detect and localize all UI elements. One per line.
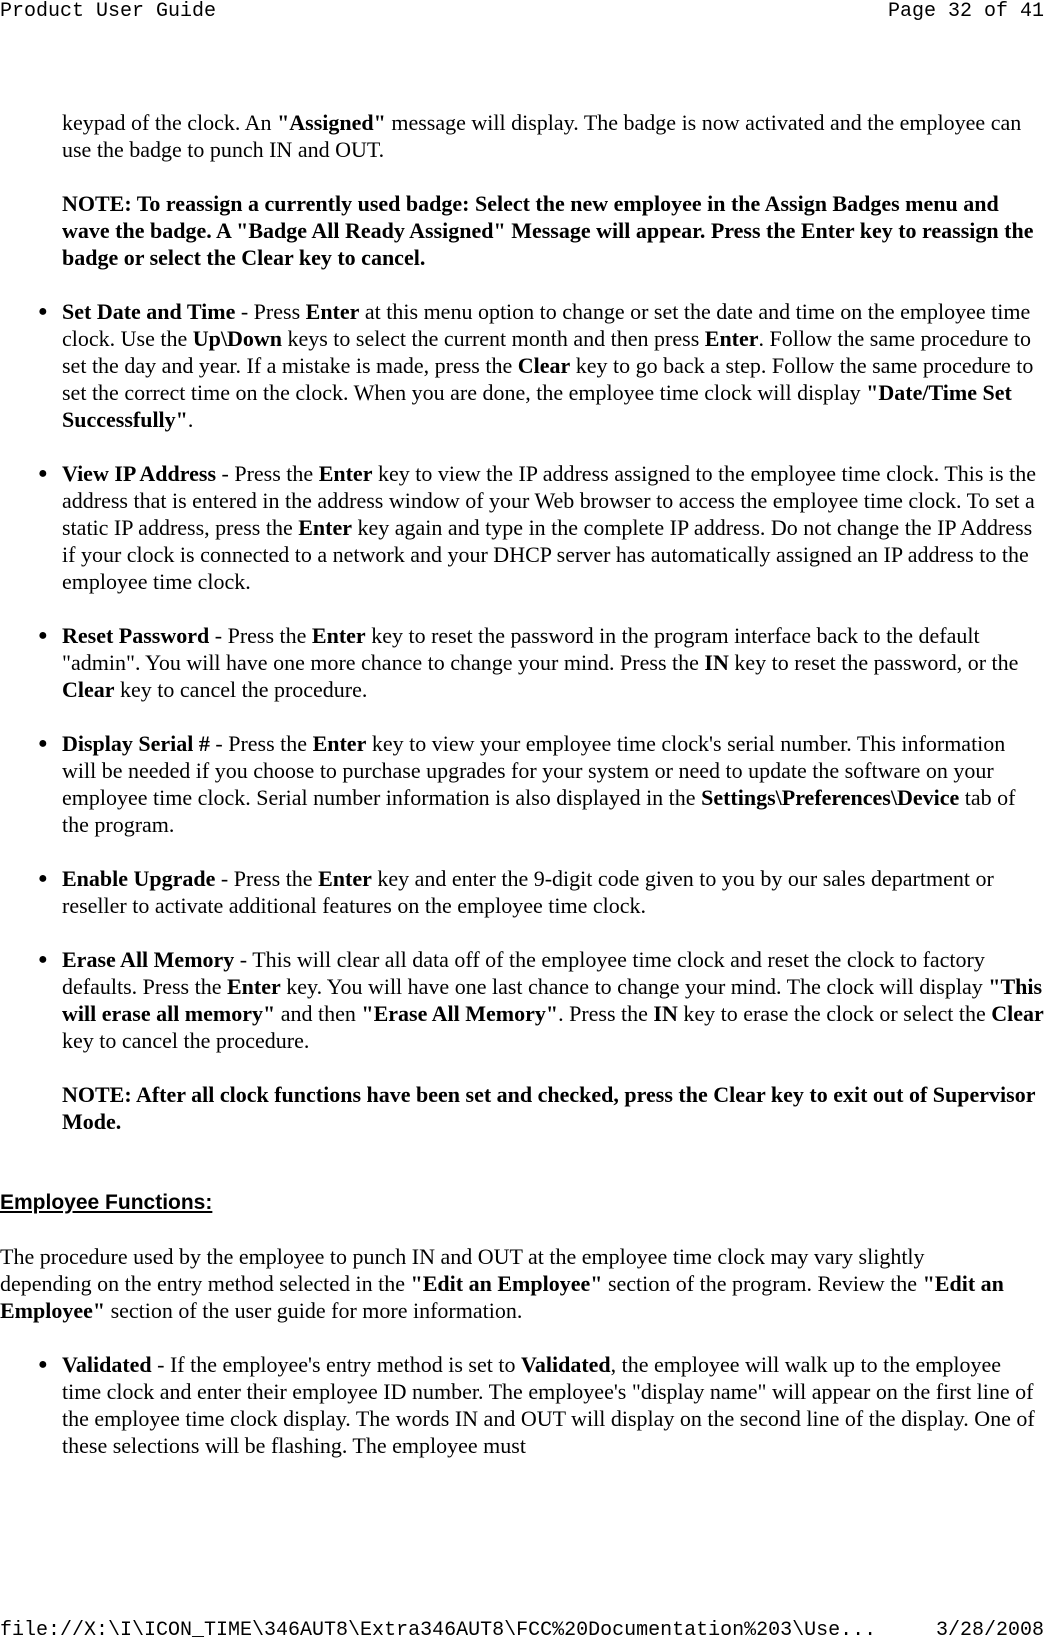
bullet-icon: ● xyxy=(38,951,48,968)
intro-block xyxy=(62,109,1048,271)
header-title: Product User Guide xyxy=(0,0,217,23)
supervisor-exit-note: NOTE: After all clock functions have been set and checked, press the Clear key to exit out of Supervisor Mode. xyxy=(62,1082,1036,1134)
clock-function-list xyxy=(0,298,1048,1135)
bullet-icon: ● xyxy=(38,627,48,644)
list-item-erase-all-memory: ● Erase All Memory - This will clear all data off of the employee time clock and reset the clock to factory defaults. Press the Enter key. You will have one last chance to change your mind. The clock will display "This will erase all memory" and then "Erase All Memory". Press the IN key to erase the clock or select the Clear key to cancel the procedure. NOTE: After all clock functions have been set and checked, press the Clear key to exit out of Supervisor Mode. xyxy=(38,947,1044,1134)
intro-paragraph: keypad of the clock. An "Assigned" message will display. The badge is now activated and the employee can use the badge to punch IN and OUT. xyxy=(62,110,1022,162)
page-number: Page 32 of 41 xyxy=(887,0,1044,23)
bullet-icon: ● xyxy=(38,735,48,752)
bullet-icon: ● xyxy=(38,1356,48,1373)
list-item-enable-upgrade: ● Enable Upgrade - Press the Enter key and enter the 9-digit code given to you by our sales department or reseller to activate additional features on the employee time clock. xyxy=(38,866,994,918)
list-item-set-date-time: ● Set Date and Time - Press Enter at this menu option to change or set the date and time on the employee time clock. Use the Up\Down keys to select the current month and then press Enter. Follow the same procedure to set the day and year. If a mistake is made, press the Clear key to go back a step. Follow the same procedure to set the correct time on the clock. When you are done, the employee time clock will display "Date/Time Set Successfully". xyxy=(38,299,1034,432)
employee-function-list xyxy=(0,1351,1048,1459)
list-item-view-ip-address: ● View IP Address - Press the Enter key to view the IP address assigned to the employee time clock. This is the address that is entered in the address window of your Web browser to access the employee time clock. To set a static IP address, press the Enter key again and type in the complete IP address. Do not change the IP Address if your clock is connected to a network and your DHCP server has automatically assigned an IP address to the employee time clock. xyxy=(38,461,1036,594)
bullet-icon: ● xyxy=(38,465,48,482)
bullet-icon: ● xyxy=(38,870,48,887)
footer-file-path: file://X:\I\ICON_TIME\346AUT8\Extra346AUT8\FCC%20Documentation%203\Use... xyxy=(0,1619,877,1642)
list-item-reset-password: ● Reset Password - Press the Enter key to reset the password in the program interface back to the default "admin". You will have one more chance to change your mind. Press the IN key to reset the password, or the Clear key to cancel the procedure. xyxy=(38,623,1019,702)
list-item-validated: ● Validated - If the employee's entry method is set to Validated, the employee will walk up to the employee time clock and enter their employee ID number. The employee's "display name" will appear on the first line of the employee time clock display. The words IN and OUT will display on the second line of the display. One of these selections will be flashing. The employee must xyxy=(38,1352,1035,1458)
document-body xyxy=(0,109,1048,1459)
reassign-badge-note: NOTE: To reassign a currently used badge: Select the new employee in the Assign Badges menu and wave the badge. A "Badge All Ready Assigned" Message will appear. Press the Enter key to reassign the badge or select the Clear key to cancel. xyxy=(62,191,1034,270)
section-title-employee-functions: Employee Functions: xyxy=(0,1191,213,1214)
employee-functions-intro: The procedure used by the employee to punch IN and OUT at the employee time clock may vary slightly depending on the entry method selected in the "Edit an Employee" section of the program. Review the "Edit an Employee" section of the user guide for more information. xyxy=(0,1244,1004,1323)
list-item-display-serial: ● Display Serial # - Press the Enter key to view your employee time clock's serial number. This information will be needed if you choose to purchase upgrades for your system or need to update the software on your employee time clock. Serial number information is also displayed in the Settings\Preferences\Device tab of the program. xyxy=(38,731,1016,837)
bullet-icon: ● xyxy=(38,303,48,320)
footer-date: 3/28/2008 xyxy=(935,1619,1044,1642)
